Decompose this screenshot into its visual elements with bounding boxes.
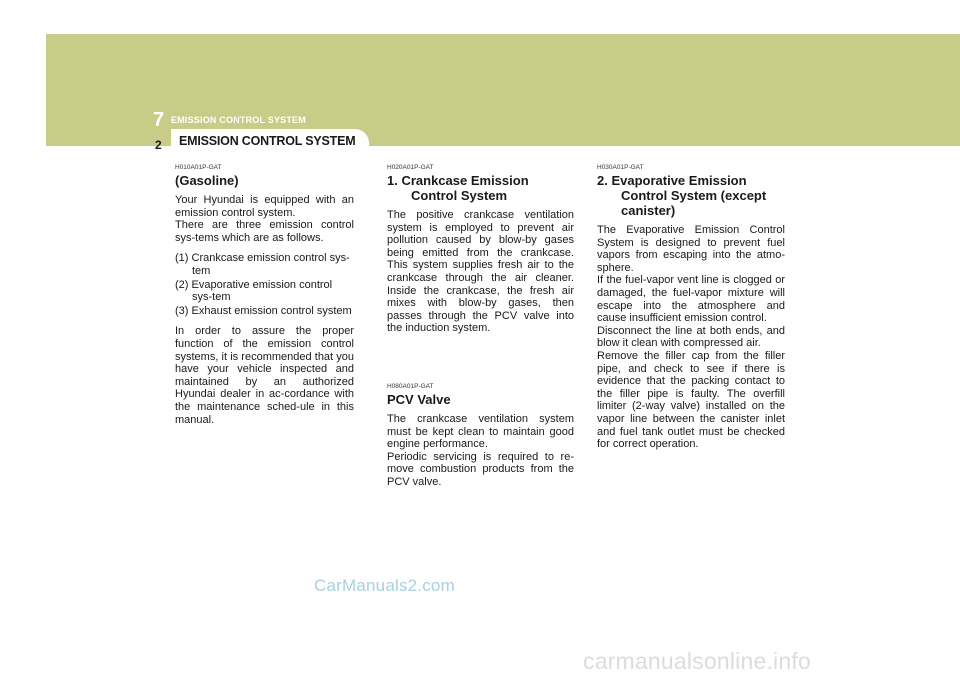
chapter-title: EMISSION CONTROL SYSTEM [171,115,306,125]
page-number: 2 [155,138,162,152]
column-gasoline [175,164,354,434]
section-heading: PCV Valve [387,391,451,407]
column-evaporative [597,164,785,451]
paragraph: There are three emission control sys-tems which are as follows. [175,219,354,244]
list-item: (1) Crankcase emission control sys-tem [175,252,350,277]
section-code: H020A01P-GAT [387,164,434,171]
section-code: H030A01P-GAT [597,164,644,171]
watermark-link[interactable]: CarManuals2.com [314,576,455,595]
chapter-number: 7 [153,109,165,131]
paragraph: Your Hyundai is equipped with an emission control system. [175,194,354,219]
paragraph: In order to assure the proper function of the emission control systems, it is recommended that you have your vehicle inspected and maintained by an authorized Hyundai dealer in ac-cordance with the maintenance sched-ule in this manual. [175,325,354,426]
section-tab-label: EMISSION CONTROL SYSTEM [179,134,356,148]
system-list [175,252,354,317]
footer-watermark: carmanualsonline.info [583,648,811,674]
section-heading: (Gasoline) [175,173,239,188]
list-item: (2) Evaporative emission control sys-tem [175,278,333,304]
paragraph: Disconnect the line at both ends, and blow it clean with compressed air. [597,324,785,350]
paragraph: The positive crankcase ventilation system is employed to prevent air pollution caused by blow-by gases being emitted from the crankcase. This system supplies fresh air to the crankcase through the air cleaner. Inside the crankcase, the fresh air mixes with blow-by gases, then passes through the PCV valve into the induction system. [387,209,574,335]
section-heading: 1. Crankcase Emission Control System [387,173,529,203]
column-crankcase [387,164,574,489]
paragraph: If the fuel-vapor vent line is clogged or damaged, the fuel-vapor mixture will escape into the atmosphere and cause insufficient emission control. [597,274,785,325]
section-heading: 2. Evaporative Emission Control System (except canister) [597,173,767,218]
section-code: H080A01P-GAT [387,382,434,390]
paragraph: The Evaporative Emission Control System is designed to prevent fuel vapors from escaping into the atmo-sphere. [597,224,785,274]
list-item: (3) Exhaust emission control system [175,304,352,317]
section-code: H010A01P-GAT [175,164,222,171]
paragraph: Remove the filler cap from the filler pipe, and check to see if there is evidence that the packing contact to the filler pipe is faulty. The overfill limiter (2-way valve) installed on the vapor line between the canister inlet and fuel tank outlet must be checked for correct operation. [597,349,785,451]
spacer [387,343,574,383]
paragraph: Periodic servicing is required to re-move combustion products from the PCV valve. [387,450,574,488]
paragraph: The crankcase ventilation system must be kept clean to maintain good engine performance. [387,412,574,451]
